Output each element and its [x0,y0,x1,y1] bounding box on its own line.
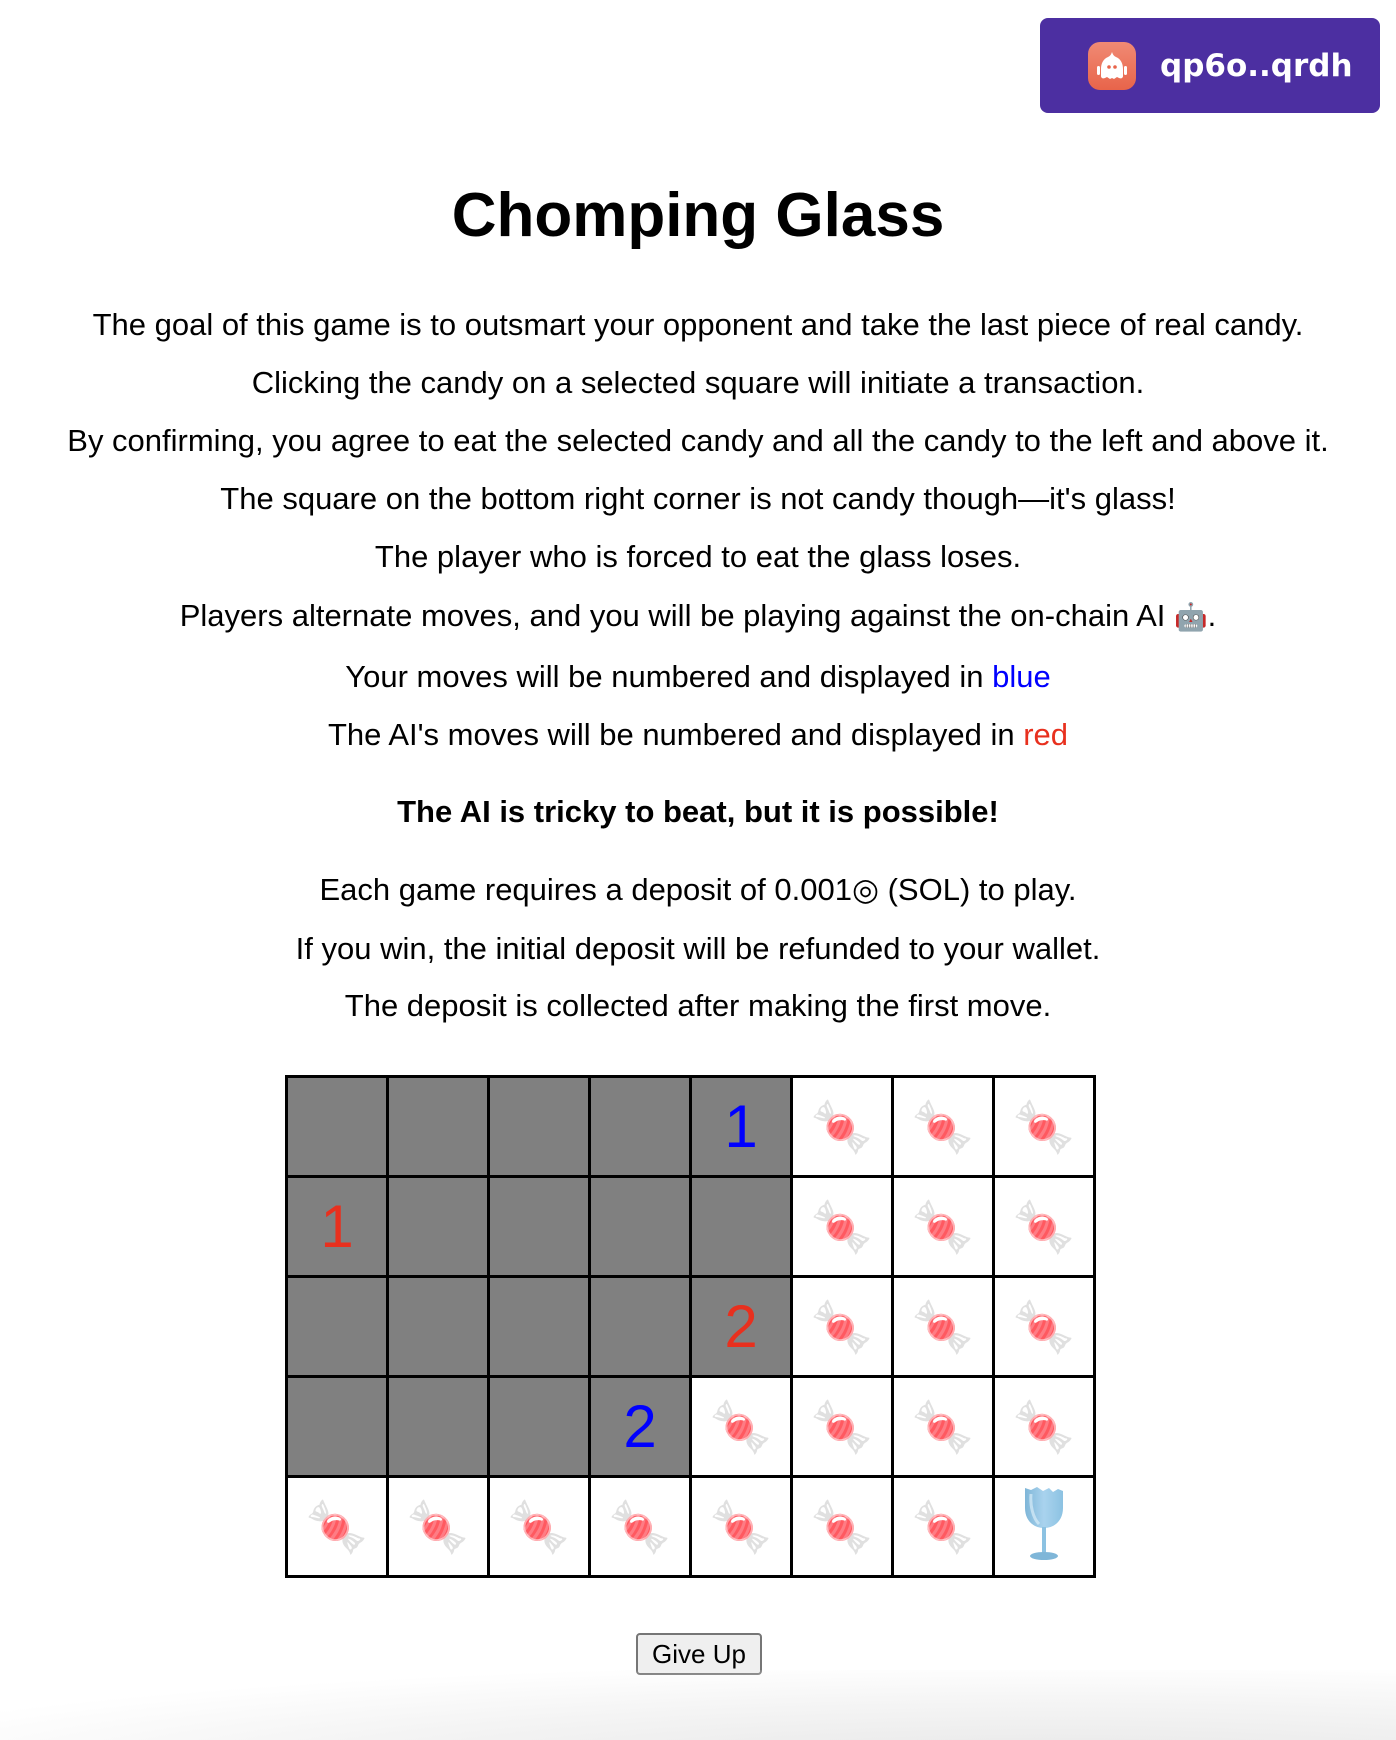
candy-icon: 🍬 [1012,1098,1076,1155]
board-cell-r0-c4 [691,1077,792,1177]
wallet-address: qp6o..qrdh [1160,47,1353,84]
board-row [287,1377,1095,1477]
board-cell-r1-c2 [489,1177,590,1277]
board-cell-r1-c5[interactable] [792,1177,893,1277]
board-cell-r3-c6[interactable] [893,1377,994,1477]
board-cell-r4-c4[interactable] [691,1477,792,1577]
blue-word: blue [992,659,1051,694]
board-cell-r1-c4 [691,1177,792,1277]
tricky-line: The AI is tricky to beat, but it is possible! [397,794,999,829]
board-cell-r1-c1 [388,1177,489,1277]
board-cell-r0-c5[interactable] [792,1077,893,1177]
board-cell-r0-c2 [489,1077,590,1177]
board-row [287,1277,1095,1377]
intro-line-loses: The player who is forced to eat the glass loses. [374,539,1022,574]
candy-icon: 🍬 [911,1498,975,1555]
candy-icon: 🍬 [1012,1398,1076,1455]
board-cell-r4-c1[interactable] [388,1477,489,1577]
board-cell-r1-c7[interactable] [994,1177,1095,1277]
ai-move-number: 1 [320,1192,354,1260]
candy-icon: 🍬 [810,1098,874,1155]
your-moves-text: Your moves will be numbered and displayed in [345,659,993,694]
board-cell-r4-c0[interactable] [287,1477,388,1577]
board-cell-r1-c6[interactable] [893,1177,994,1277]
board-cell-r2-c0 [287,1277,388,1377]
intro-line-confirming: By confirming, you agree to eat the selected candy and all the candy to the left and above it. [67,423,1329,458]
red-word: red [1023,717,1068,752]
board-cell-r2-c4 [691,1277,792,1377]
board-cell-r3-c7[interactable] [994,1377,1095,1477]
candy-icon: 🍬 [406,1498,470,1555]
candy-icon: 🍬 [1012,1298,1076,1355]
board-cell-r4-c2[interactable] [489,1477,590,1577]
candy-icon: 🍬 [911,1298,975,1355]
board-cell-r1-c3 [590,1177,691,1277]
board-cell-r3-c3 [590,1377,691,1477]
candy-icon: 🍬 [1012,1198,1076,1255]
game-board [285,1075,1096,1578]
board-cell-r4-c7[interactable] [994,1477,1095,1577]
board-cell-r1-c0 [287,1177,388,1277]
players-line-text: Players alternate moves, and you will be playing against the on-chain AI [179,598,1175,633]
board-cell-r3-c5[interactable] [792,1377,893,1477]
phantom-ghost-icon [1088,42,1136,90]
broken-glass-icon [1021,1549,1067,1566]
players-line-suffix: . [1207,598,1217,633]
candy-icon: 🍬 [911,1198,975,1255]
candy-icon: 🍬 [911,1398,975,1455]
deposit-line-refund: If you win, the initial deposit will be refunded to your wallet. [295,931,1101,966]
intro-line-clicking: Clicking the candy on a selected square will initiate a transaction. [251,365,1145,400]
board-cell-r3-c0 [287,1377,388,1477]
candy-icon: 🍬 [911,1098,975,1155]
board-cell-r4-c3[interactable] [590,1477,691,1577]
board-cell-r2-c2 [489,1277,590,1377]
robot-icon: 🤖 [1174,602,1208,632]
candy-icon: 🍬 [709,1498,773,1555]
board-cell-r4-c6[interactable] [893,1477,994,1577]
candy-icon: 🍬 [709,1398,773,1455]
board-cell-r0-c0 [287,1077,388,1177]
ai-moves-text: The AI's moves will be numbered and displayed in [328,717,1024,752]
intro-line-glass: The square on the bottom right corner is not candy though—it's glass! [220,481,1176,516]
candy-icon: 🍬 [507,1498,571,1555]
wallet-button[interactable] [1040,18,1380,113]
board-cell-r3-c4[interactable] [691,1377,792,1477]
board-cell-r0-c6[interactable] [893,1077,994,1177]
board-cell-r4-c5[interactable] [792,1477,893,1577]
board-row [287,1177,1095,1277]
players-line [0,596,1396,637]
bottom-shadow [0,1670,1396,1740]
board-cell-r2-c1 [388,1277,489,1377]
board-cell-r2-c7[interactable] [994,1277,1095,1377]
board-cell-r0-c1 [388,1077,489,1177]
ai-move-number: 2 [724,1292,758,1360]
player-move-number: 1 [724,1092,758,1160]
give-up-button[interactable]: Give Up [636,1633,762,1675]
candy-icon: 🍬 [810,1298,874,1355]
board-row [287,1477,1095,1577]
board-cell-r0-c7[interactable] [994,1077,1095,1177]
candy-icon: 🍬 [305,1498,369,1555]
your-moves-line [0,657,1396,697]
board-cell-r2-c3 [590,1277,691,1377]
page-title: Chomping Glass [451,181,945,250]
board-cell-r0-c3 [590,1077,691,1177]
candy-icon: 🍬 [810,1398,874,1455]
deposit-line-amount: Each game requires a deposit of 0.001◎ (SOL) to play. [319,872,1077,907]
board-cell-r3-c1 [388,1377,489,1477]
board-cell-r2-c6[interactable] [893,1277,994,1377]
candy-icon: 🍬 [608,1498,672,1555]
candy-icon: 🍬 [810,1498,874,1555]
board-row [287,1077,1095,1177]
candy-icon: 🍬 [810,1198,874,1255]
ai-moves-line [0,715,1396,755]
deposit-line-collected: The deposit is collected after making the first move. [344,988,1052,1023]
intro-line-goal: The goal of this game is to outsmart your opponent and take the last piece of real candy. [92,307,1304,342]
board-cell-r3-c2 [489,1377,590,1477]
player-move-number: 2 [623,1392,657,1460]
board-cell-r2-c5[interactable] [792,1277,893,1377]
